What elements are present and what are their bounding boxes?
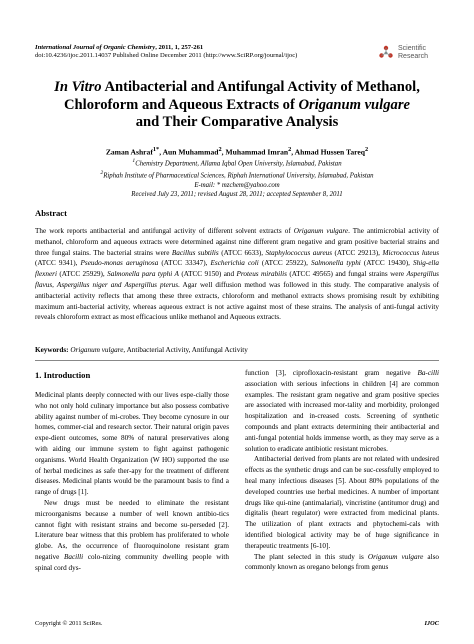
intro-text: New drugs must be needed to eliminate the resistant microorganisms because a number of well known antibio-tics cannot fight with resistant strains and become su-perseded [2]. Literature bear witness that this problem has proliferated to whole globe. As, the occurrence of fluoroquinolone resistant gram negative	[35, 498, 229, 561]
abstract-text: . Agar well diffusion method was followed in this study. The comparative analysis of antibacterial activity reflects that among these three extracts, chloroform and methanol extracts shows promising result by exhibiting maximum anti-bacterial activity, whereas aqueous extract is not active against most of these strains. The analysis of anti-fungal activity reveals chloroform extract as most efficacious unlike methanol and Aqueous extracts.	[35, 280, 439, 322]
author-1-sup: 1*	[152, 146, 160, 153]
author-1: Zaman Ashraf	[105, 147, 153, 157]
affiliation-1: Chemistry Department, Allama Iqbal Open University, Islamabad, Pakistan	[135, 160, 342, 168]
intro-text: function [3], ciprofloxacin-resistant gram negative	[245, 369, 418, 377]
intro-text: association with serious infections in children [4] are common examples. The resistant gram negative and gram positive species are associated with increased mor-tality and morbidity, prolonged hospitalization and in-creased costs. Screening of synthetic compounds and plant extracts determining their antibacterial and anti-fungal potential holds immense worth, as they may serve as a solution to eradicate antibiotic resistant microbes.	[245, 379, 439, 453]
intro-paragraph-1: Medicinal plants deeply connected with our lives espe-cially those who not only hold culinary importance but also possess combative ability against number of mi-crobes. They become cynosure in our homes, commer-cial and research sector. Their natural origin paves expe-dient outcomes, some 80% of natural preservatives along with aiding our immune system to fight against pathogenic organisms. World Health Organization (W HO) supported the use of herbal medicines as safe ther-apy for the treatment of different diseases. Medicinal plants would be the paramount basis to find a range of drugs [1].	[35, 391, 229, 497]
doi-line: doi:10.4236/ijoc.2011.14037 Published Online December 2011 (http://www.SciRP.org/journal/ijoc)	[35, 52, 298, 60]
email-line: E-mail: * mzchem@yahoo.com	[194, 181, 280, 189]
copyright-notice: Copyright © 2011 SciRes.	[35, 620, 103, 627]
section-divider	[35, 360, 439, 361]
abstract-italic: Pseudo-monas aeruginosa	[80, 259, 159, 268]
title-line1: Antibacterial and Antifungal Activity of Methanol,	[101, 79, 420, 95]
abstract-heading: Abstract	[35, 208, 67, 218]
keyword-species: Origanum vulgare	[70, 346, 124, 354]
abstract-italic: Shig-ella flexneri	[35, 259, 439, 279]
abstract-italic: Salmonella typhi	[310, 259, 361, 268]
intro-italic: Bacilli	[64, 552, 84, 561]
abstract-text: (ATCC 25922),	[258, 259, 311, 268]
intro-paragraph-3	[245, 368, 439, 454]
title-italic-invitro: In Vitro	[54, 79, 102, 95]
aff2-sup: 2	[100, 169, 104, 176]
title-line3: and Their Comparative Analysis	[135, 114, 339, 131]
abstract-italic: Proteus mirabilis	[236, 270, 287, 279]
intro-italic: Ba-cilli	[417, 369, 439, 377]
journal-header	[35, 44, 355, 60]
title-line2: Chloroform and Aqueous Extracts of	[64, 96, 299, 113]
author-4: , Ahmad Hussen Tareq	[291, 147, 365, 157]
affiliation-2: Riphah Institute of Pharmaceutical Sciences, Riphah International University, Islamabad, Pakistan	[103, 172, 374, 180]
intro-text: also commonly known as oregano belongs from genus	[245, 552, 439, 572]
abstract-text: (ATCC 6633),	[218, 248, 266, 257]
abstract-italic: Staphylococcus aureus	[265, 248, 333, 257]
abstract-italic: Escherichia coli	[210, 259, 259, 268]
logo-text-scientific: Scientific	[398, 45, 427, 52]
abstract-italic: Micrococcus luteus	[382, 248, 439, 257]
paper-title	[20, 79, 454, 132]
abstract-text: (ATCC 33347),	[158, 259, 211, 268]
journal-abbreviation: IJOC	[424, 620, 439, 627]
abstract-text: (ATCC 49565) and fungal strains were	[286, 270, 407, 279]
intro-paragraph-4: Antibacterial derived from plants are not related with undesired effects as the synthetic drugs and can be suc-cessfully employed to heal many infectious diseases [5]. About 80% populations of the developed countries use herbal medicines. A number of important drugs like qui-nine (antimalarial), vincristine (antitumor drug) and digitalis (heart regulator) were extracted from medicinal plants. The utilization of plant extracts and phytochemi-cals with identified biological activity may be of huge significance in therapeutic treatments [6-10].	[245, 455, 439, 550]
abstract-text: (ATCC 9341),	[35, 259, 81, 268]
abstract-body	[35, 226, 439, 323]
abstract-text: (ATCC 25929),	[56, 270, 108, 279]
author-list	[20, 146, 454, 157]
intro-text: The plant selected in this study is	[254, 552, 368, 561]
author-3-sup: 2	[288, 146, 292, 153]
keywords-line	[35, 346, 439, 354]
dates-line: Received July 23, 2011; revised August 28, 2011; accepted September 8, 2011	[131, 191, 343, 199]
keywords-label: Keywords:	[35, 346, 69, 354]
scientific-research-logo-icon	[378, 45, 394, 61]
logo-text-research: Research	[398, 53, 428, 61]
author-3: , Muhammad Imran	[221, 147, 289, 157]
journal-name: International Journal of Organic Chemistry	[35, 44, 156, 51]
keywords-rest: , Antibacterial Activity, Antifungal Activity	[123, 346, 248, 354]
abstract-italic: Salmonella para typhi A	[107, 270, 179, 279]
title-species: Origanum vulgare	[298, 96, 410, 113]
author-4-sup: 2	[365, 146, 369, 153]
left-column	[35, 390, 229, 574]
intro-text: colo-nizing community dwelling people with spinal cord dys-	[35, 552, 229, 572]
intro-italic: Origanum vulgare	[367, 552, 424, 561]
abstract-text: (ATCC 19430),	[360, 259, 414, 268]
author-2: , Aun Muhammad	[159, 147, 219, 157]
abstract-text: The work reports antibacterial and antifungal activity of different solvent extracts of	[35, 227, 294, 235]
aff1-sup: 1	[132, 158, 136, 164]
abstract-text: (ATCC 9150) and	[178, 270, 237, 279]
publisher-logo	[378, 44, 448, 64]
intro-paragraph-2	[35, 498, 229, 574]
affiliations	[20, 157, 454, 200]
journal-citation: , 2011, 1, 257-261	[155, 44, 204, 51]
abstract-italic: Origanum vulgare	[293, 227, 349, 235]
abstract-italic: Bacillus subtilis	[171, 248, 219, 257]
abstract-text: (ATCC 29213),	[332, 248, 383, 257]
abstract-text: . The antimicrobial activity of methanol, chloroform and aqueous extracts were determined against nine different gram negative and gram positive bacterial strains and three fungal stains. The bacterial strains were	[35, 227, 439, 257]
right-column	[245, 368, 439, 573]
abstract-italic: Aspergillus flavus, Aspergillus niger and Aspergillus pterus	[35, 270, 439, 289]
introduction-heading: 1. Introduction	[35, 370, 91, 380]
intro-paragraph-5	[245, 552, 439, 574]
author-2-sup: 2	[218, 146, 222, 153]
